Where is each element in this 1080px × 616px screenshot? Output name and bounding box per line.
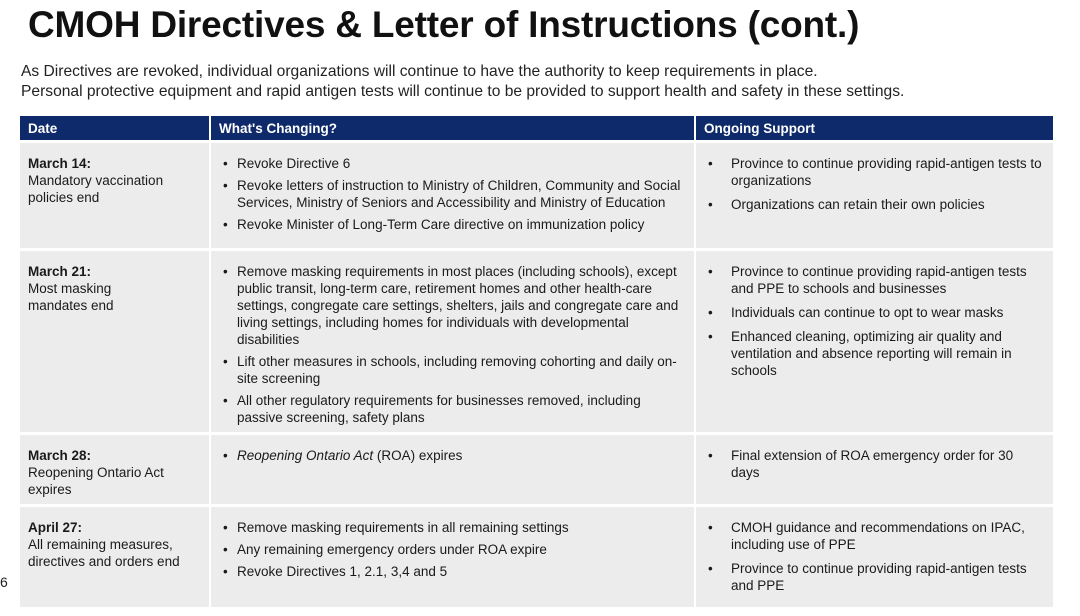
- header-date: Date: [20, 116, 210, 142]
- list-item: • Province to continue providing rapid-antigen tests to organizations: [704, 155, 1045, 189]
- list-item: • Province to continue providing rapid-antigen tests and PPE: [704, 560, 1045, 594]
- act-name: Reopening Ontario Act: [237, 448, 374, 463]
- changes-cell: [210, 142, 695, 250]
- date-label: March 21:: [28, 264, 92, 279]
- table-row: [20, 142, 1053, 250]
- changes-list: [219, 263, 686, 426]
- list-item: • Province to continue providing rapid-antigen tests and PPE to schools and businesses: [704, 263, 1045, 297]
- list-item: • Any remaining emergency orders under ROA expire: [219, 541, 686, 558]
- list-item: • Remove masking requirements in most places (including schools), except public transit, long-term care, retirement homes and other health-care settings, congregate care settings, shelters, jails and congregate care and living settings, including homes for individuals with developmental disabilities: [219, 263, 686, 348]
- support-cell: [695, 506, 1053, 608]
- slide-title: CMOH Directives & Letter of Instructions (cont.): [28, 4, 860, 45]
- intro-line-1: As Directives are revoked, individual organizations will continue to have the authority to keep requirements in place.: [21, 63, 818, 80]
- date-label: April 27:: [28, 520, 83, 535]
- date-description: Reopening Ontario Act expires: [28, 465, 164, 497]
- list-item: [219, 447, 686, 464]
- header-whats-changing: What's Changing?: [210, 116, 695, 142]
- list-item: • Remove masking requirements in all remaining settings: [219, 519, 686, 536]
- changes-list: [219, 155, 686, 233]
- table-row: [20, 506, 1053, 608]
- page-number: 6: [0, 574, 8, 590]
- list-item: • Enhanced cleaning, optimizing air quality and ventilation and absence reporting will remain in schools: [704, 328, 1045, 379]
- list-item: • Final extension of ROA emergency order for 30 days: [704, 447, 1045, 481]
- date-label: March 14:: [28, 156, 92, 171]
- date-description: All remaining measures, directives and orders end: [28, 537, 180, 569]
- date-cell: [20, 506, 210, 608]
- list-item: • Organizations can retain their own policies: [704, 196, 1045, 213]
- list-item: • All other regulatory requirements for businesses removed, including passive screening, safety plans: [219, 392, 686, 426]
- intro-text: [21, 62, 1061, 102]
- list-item: • Revoke Directives 1, 2.1, 3,4 and 5: [219, 563, 686, 580]
- list-item: • Individuals can continue to opt to wear masks: [704, 304, 1045, 321]
- header-ongoing-support: Ongoing Support: [695, 116, 1053, 142]
- changes-cell: [210, 506, 695, 608]
- changes-cell: [210, 250, 695, 434]
- support-list: [704, 263, 1045, 379]
- support-cell: [695, 250, 1053, 434]
- support-cell: [695, 142, 1053, 250]
- list-item: • CMOH guidance and recommendations on IPAC, including use of PPE: [704, 519, 1045, 553]
- date-label: March 28:: [28, 448, 92, 463]
- support-list: [704, 155, 1045, 213]
- act-suffix: (ROA) expires: [373, 448, 463, 463]
- table-row: [20, 250, 1053, 434]
- support-cell: [695, 434, 1053, 506]
- list-item: • Revoke Directive 6: [219, 155, 686, 172]
- date-cell: [20, 142, 210, 250]
- changes-cell: [210, 434, 695, 506]
- table-header-row: [20, 116, 1053, 142]
- directives-table: [20, 116, 1053, 607]
- table-row: [20, 434, 1053, 506]
- date-cell: [20, 250, 210, 434]
- date-description: Most masking mandates end: [28, 281, 114, 313]
- list-item: • Revoke letters of instruction to Ministry of Children, Community and Social Services, Ministry of Seniors and Accessibility and Ministry of Education: [219, 177, 686, 211]
- changes-list: [219, 447, 686, 464]
- support-list: [704, 519, 1045, 594]
- changes-list: [219, 519, 686, 580]
- date-description: Mandatory vaccination policies end: [28, 173, 164, 205]
- intro-line-2: Personal protective equipment and rapid antigen tests will continue to be provided to support health and safety in these settings.: [21, 83, 905, 100]
- support-list: [704, 447, 1045, 481]
- list-item: • Lift other measures in schools, including removing cohorting and daily on-site screening: [219, 353, 686, 387]
- date-cell: [20, 434, 210, 506]
- list-item: • Revoke Minister of Long-Term Care directive on immunization policy: [219, 216, 686, 233]
